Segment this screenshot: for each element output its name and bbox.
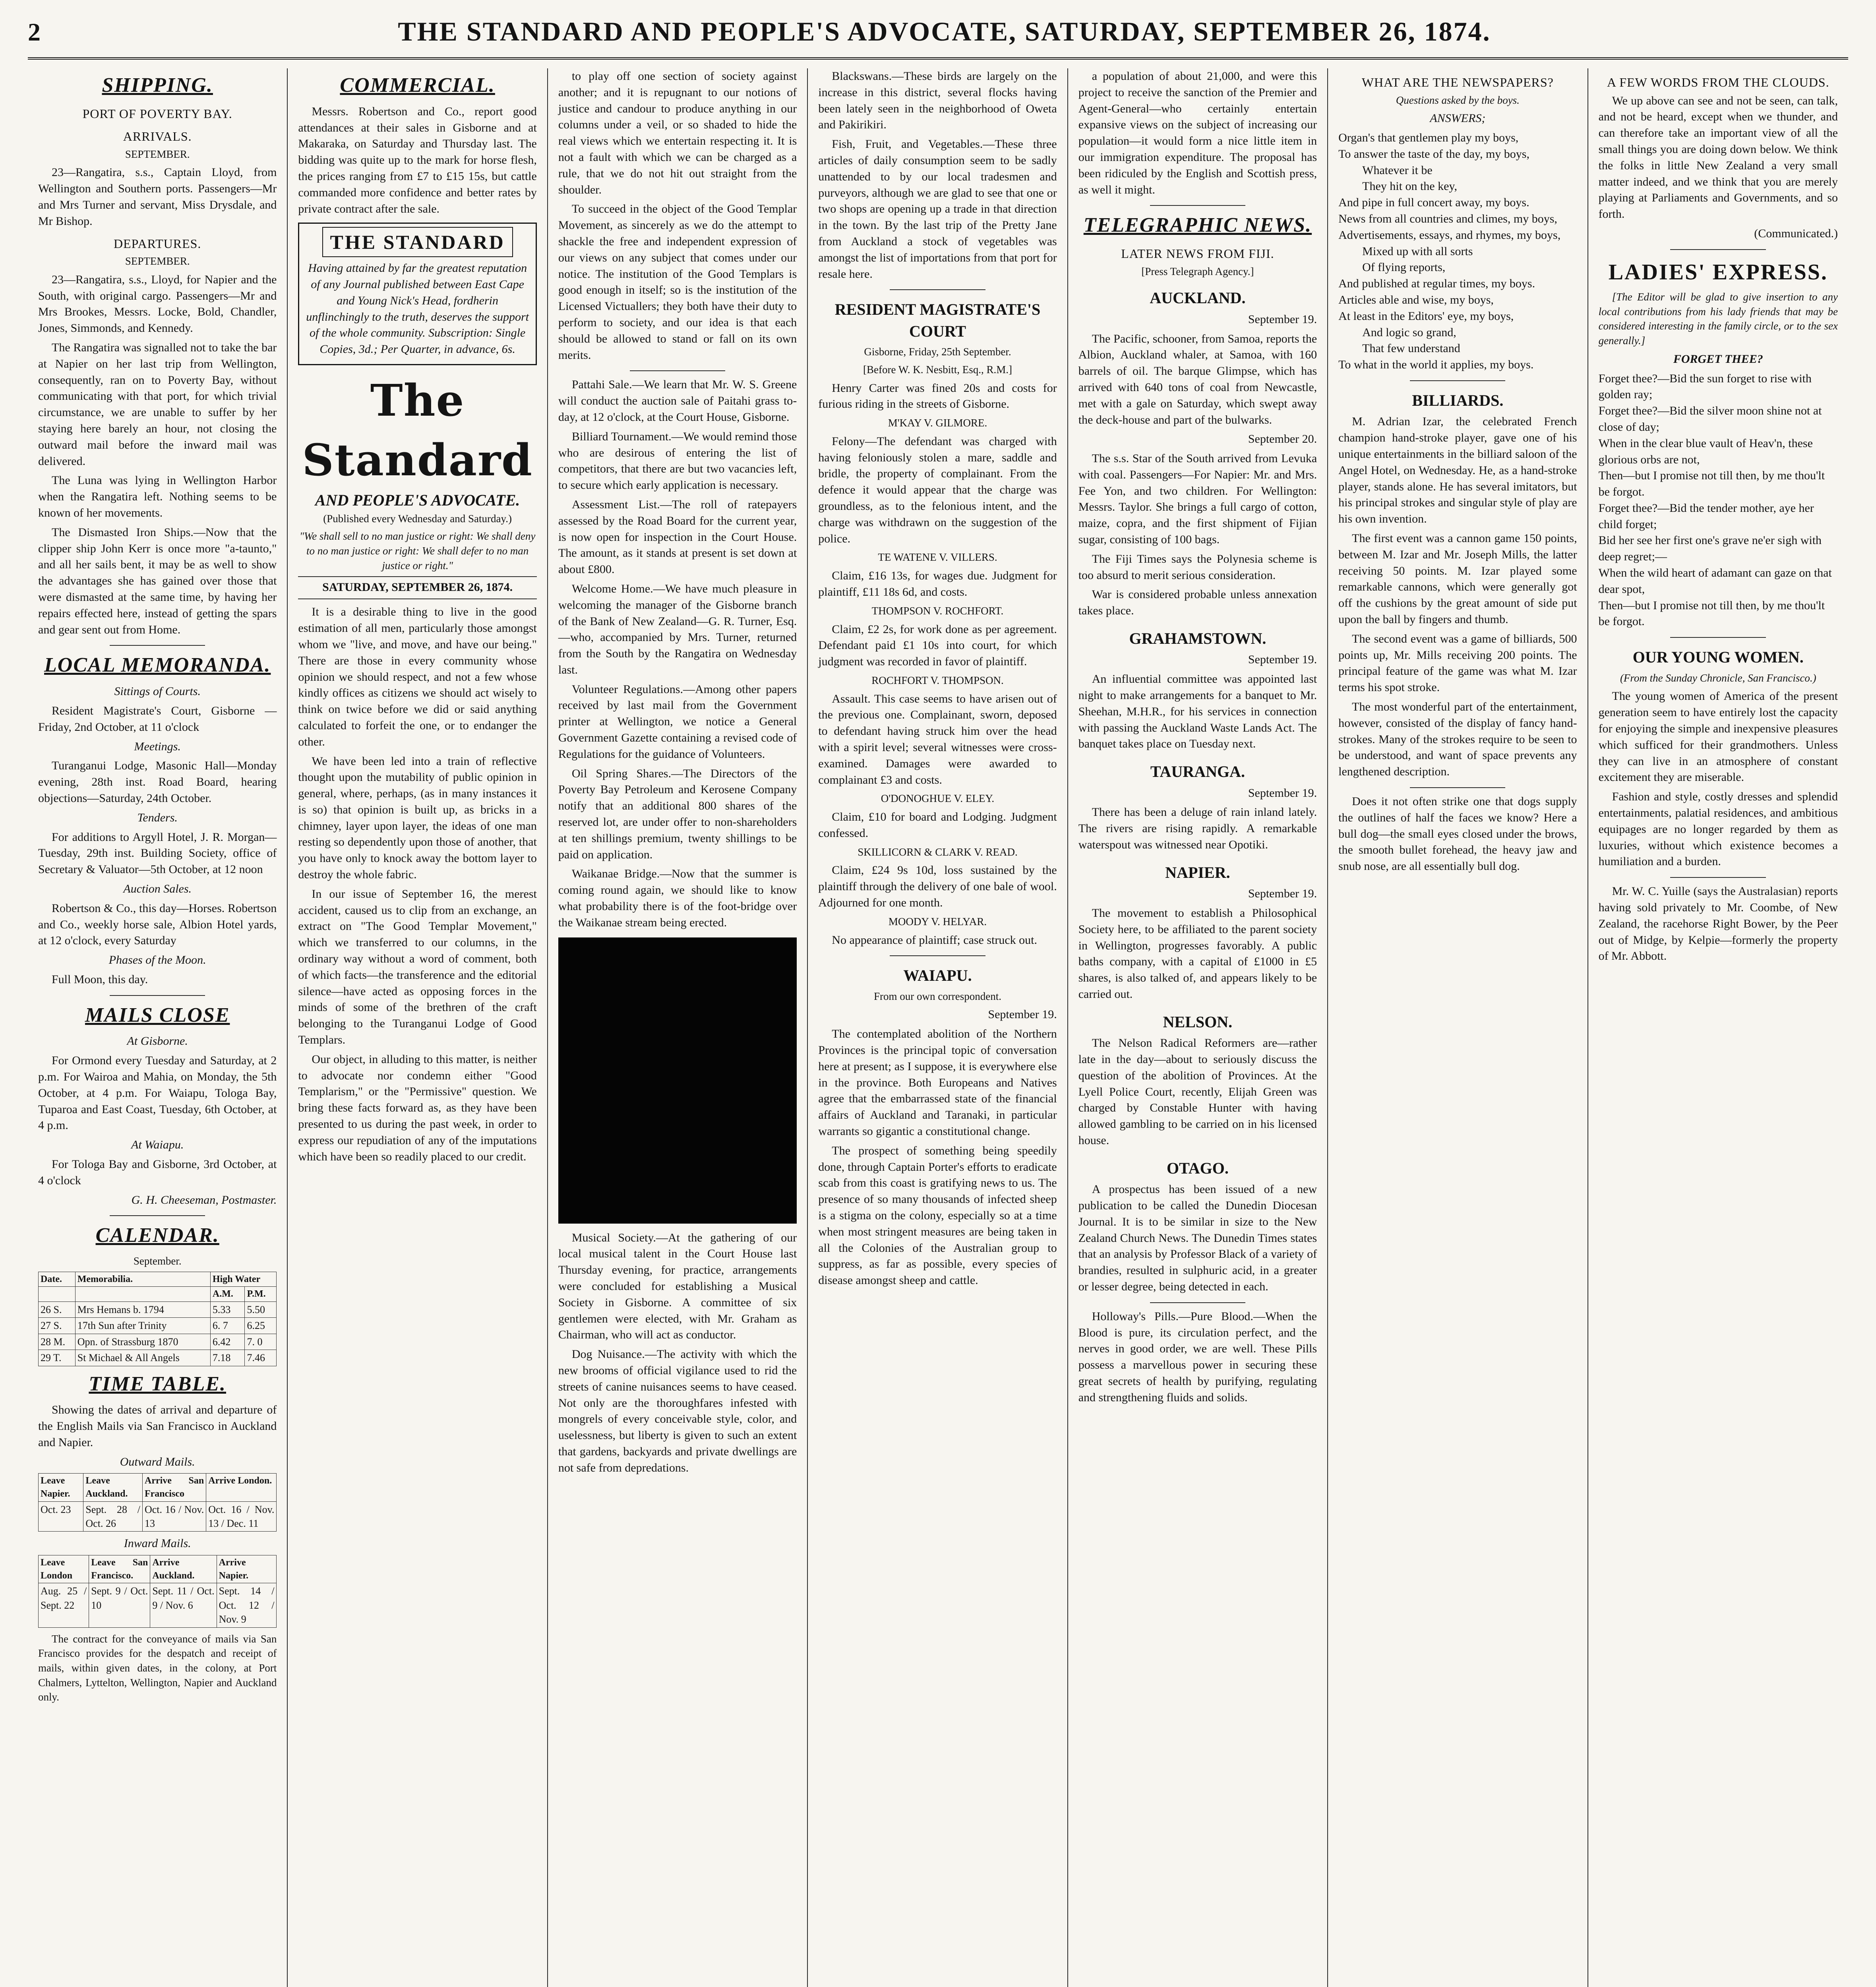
poem-line: Whatever it be: [1362, 163, 1433, 177]
forget-poem: [1599, 371, 1838, 630]
table-row: [39, 1501, 277, 1532]
case-text: No appearance of plaintiff; case struck out.: [832, 933, 1038, 947]
mails-waiapu-text: For Tologa Bay and Gisborne, 3rd October, at 4 o'clock: [38, 1157, 277, 1187]
grahamstown-title: GRAHAMSTOWN.: [1129, 629, 1266, 648]
poem-line: And logic so grand,: [1362, 325, 1456, 339]
column-6: [1328, 68, 1588, 1987]
waiapu-title: WAIAPU.: [903, 966, 972, 985]
tauranga-title: TAURANGA.: [1150, 763, 1245, 781]
poem-line: Forget thee?—Bid the tender mother, aye her child forget;: [1598, 501, 1814, 531]
commercial-text: Messrs. Robertson and Co., report good attendances at their sales in Gisborne and at Makaraka, on Saturday and Thursday last. The bidding was quite up to the mark for horse flesh, the prices ranging from £7 to £15 15s, but cattle commanded more confidence and better rates by private contract after the sale.: [298, 105, 537, 215]
case-text: Claim, £2 2s, for work done as per agreement. Defendant paid £1 10s into court, for which judgment was recorded in favor of plaintiff.: [818, 622, 1057, 668]
dismasted-paragraph: The Dismasted Iron Ships.—Now that the clipper ship John Kerr is once more "a-taunto," and all her sails bent, it may be as well to show the advantages she has gained over those that were dismasted at the same time, by having her repairs effected here, instead of getting the spars and gear sent out from Home.: [38, 525, 277, 636]
editorial-paragraph: Our object, in alluding to this matter, is neither to advocate nor condemn either "Good Templarism," or the "Permissive" question. We bring these facts forward as, as they have been presented to us during the past week, in order to express our repudiation of any of the imputations which have been so readily placed to our credit.: [298, 1052, 537, 1163]
editorial-continued: To succeed in the object of the Good Templar Movement, as sincerely as we do the attempt to shackle the free and independent expression of our views on any subject that comes under our notice. The institution of the Good Templars is good enough in itself; so is the institution of the Licensed Victuallers; they both have their duty to perform to society, and our idea is that each should be allowed to stand or fall on its own merits.: [558, 202, 797, 362]
divider: [298, 598, 536, 599]
news-item: Pattahi Sale.—We learn that Mr. W. S. Greene will conduct the auction sale of Paitahi grass to-day, at 12 o'clock, at the Court House, Gisborne.: [558, 378, 797, 424]
rm-court-date: Gisborne, Friday, 25th September.: [864, 346, 1011, 358]
yuille-text: Mr. W. C. Yuille (says the Australasian) reports having sold privately to Mr. Coombe, of New Zealand, the racehorse Right Bower, by the Peer out of Midge, by Kelpie—formerly the property of Mr. Abbott.: [1598, 885, 1838, 963]
calendar-title: CALENDAR.: [95, 1224, 219, 1247]
table-cell: 26 S.: [39, 1302, 76, 1318]
moon-text: Full Moon, this day.: [52, 972, 148, 986]
columns: [28, 68, 1848, 1987]
meetings-text: Turanganui Lodge, Masonic Hall—Monday evening, 28th inst. Road Board, hearing objections—Saturday, 24th October.: [38, 759, 277, 805]
newspapers-poem: [1338, 130, 1577, 373]
poem-line: And pipe in full concert away, my boys.: [1338, 196, 1529, 209]
billiards-text: M. Adrian Izar, the celebrated French champion hand-stroke player, gave one of his unique entertainments in the billiard saloon of the Angel Hotel, on Wednesday. He, as a hand-stroke player, stands alone. He has several imitators, but his principal strokes and singular style of play are his own invention.: [1338, 415, 1577, 526]
blacked-out-area: [558, 937, 797, 1224]
poem-line: Mixed up with all sorts: [1362, 244, 1473, 258]
poem-line: That few understand: [1362, 342, 1460, 355]
case-title: ROCHFORT V. THOMPSON.: [871, 674, 1004, 686]
table-cell: 7.46: [245, 1350, 277, 1366]
high-water-header: High Water: [210, 1272, 277, 1287]
grahamstown-text: An influential committee was appointed last night to make arrangements for a banquet to Mr. Sheehan, M.H.R., for his services in connection with passing the Auckland Waste Lands Act. The banquet takes place on Tuesday next.: [1078, 672, 1317, 751]
rangatira-paragraph: The Rangatira was signalled not to take the bar at Napier on her last trip from Wellington, consequently, ran on to Poverty Bay, without communicating with that port, for which trivial circumstance, we are unable to suffer by her staying here barely an hour, not closing the outward mail before the inward mail was delivered.: [38, 341, 277, 468]
table-cell: Sept. 9 / Oct. 10: [89, 1583, 150, 1627]
tenders-heading: Tenders.: [137, 811, 178, 824]
inward-heading: Inward Mails.: [124, 1537, 191, 1550]
otago-text: A prospectus has been issued of a new publication to be called the Dunedin Diocesan Journal. It is to be similar in size to the New Zealand Church News. The Dunedin Times states that an analysis by Professor Black of a variety of brandies, resulted in sulphuric acid, in a greater or lesser degree, being detected in each.: [1078, 1183, 1317, 1293]
poem-line: And published at regular times, my boys.: [1338, 277, 1535, 290]
table-header-row: [39, 1555, 277, 1583]
news-item: Fish, Fruit, and Vegetables.—These three articles of daily consumption seem to be sadly unattended to by our local tradesmen and purveyors, although we are glad to see that one or two shops are opening up a trade in that direction in the town. By the last trip of the Pretty Jane from Auckland a stock of vegetables was amongst the list of importations from that port for resale here.: [818, 138, 1057, 281]
table-cell: 29 T.: [39, 1350, 76, 1366]
news-item: Musical Society.—At the gathering of our local musical talent in the Court House last Thursday evening, for practice, arrangements were concluded for establishing a Musical Society in Gisborne. A committee of six gentlemen were elected, with Mr. Graham as Chairman, who will act as conductor.: [558, 1231, 797, 1342]
table-cell: 28 M.: [39, 1334, 76, 1350]
clouds-title: A FEW WORDS FROM THE CLOUDS.: [1607, 75, 1830, 89]
waiapu-subtitle: From our own correspondent.: [874, 990, 1001, 1002]
poem-line: Bid her see her first one's grave ne'er sigh with deep regret;—: [1598, 534, 1822, 564]
young-women-text: Fashion and style, costly dresses and splendid entertainments, palatial residences, and ambitious equipages are no longer regarded by them as luxuries, without which existence becomes a humiliation and a burden.: [1598, 790, 1838, 868]
forget-title: FORGET THEE?: [1673, 352, 1763, 366]
poem-line: Organ's that gentlemen play my boys,: [1338, 131, 1519, 145]
divider: [110, 645, 205, 646]
news-item: Waikanae Bridge.—Now that the summer is coming round again, we should like to know what probability there is of the foot-bridge over the Waikanae stream being erected.: [558, 867, 797, 929]
otago-title: OTAGO.: [1166, 1159, 1229, 1177]
table-row: [39, 1350, 277, 1366]
rm-court-before: [Before W. K. Nesbitt, Esq., R.M.]: [863, 363, 1012, 376]
table-cell: Oct. 23: [39, 1501, 83, 1532]
divider: [1670, 637, 1766, 638]
billiards-text: The first event was a cannon game 150 points, between M. Izar and Mr. Joseph Mills, the latter receiving 50 points. M. Izar played some remarkable cannons, which were generally got off the cushions by the great amount of side put upon the ball by fingers and thumb.: [1338, 531, 1577, 626]
local-memoranda-title: LOCAL MEMORANDA.: [44, 654, 271, 677]
napier-date: September 19.: [1248, 887, 1317, 901]
table-header: Arrive Napier.: [217, 1555, 277, 1583]
table-header: Arrive San Francisco: [142, 1474, 206, 1501]
auction-heading: Auction Sales.: [123, 882, 192, 895]
column-5: [1068, 68, 1328, 1987]
rm-court-intro: Henry Carter was fined 20s and costs for furious riding in the streets of Gisborne.: [818, 381, 1057, 411]
luna-paragraph: The Luna was lying in Wellington Harbor when the Rangatira left. Nothing seems to be known of her movements.: [38, 474, 277, 520]
sittings-text: Resident Magistrate's Court, Gisborne — Friday, 2nd October, at 11 o'clock: [38, 704, 277, 734]
editorial-paragraph: We have been led into a train of reflective thought upon the mutability of public opinion in general, where, perhaps, (as in many instances it is so) that opinion is built up, as bricks in a chimney, layer upon layer, the ideas of one man resting so dependently upon those of another, that you have only to knock away the bottom layer to destroy the whole fabric.: [298, 754, 537, 881]
table-header: Arrive London.: [206, 1474, 277, 1501]
divider: [298, 576, 536, 577]
table-cell: 27 S.: [39, 1318, 76, 1334]
table-header: Leave Napier.: [39, 1474, 83, 1501]
poem-line: Forget thee?—Bid the sun forget to rise with golden ray;: [1598, 372, 1812, 401]
column-4: [808, 68, 1068, 1987]
case-title: MOODY V. HELYAR.: [888, 915, 987, 928]
table-cell: Aug. 25 / Sept. 22: [39, 1583, 89, 1627]
napier-title: NAPIER.: [1165, 863, 1230, 881]
poem-line: To what in the world it applies, my boys.: [1338, 358, 1534, 372]
case-text: Claim, £10 for board and Lodging. Judgment confessed.: [818, 810, 1057, 840]
mails-title: MAILS CLOSE: [85, 1003, 230, 1026]
moon-heading: Phases of the Moon.: [108, 953, 206, 967]
press-agency: [Press Telegraph Agency.]: [1141, 265, 1254, 277]
divider: [1410, 380, 1505, 381]
table-header: A.M.: [210, 1287, 245, 1302]
waiapu-continued: a population of about 21,000, and were this project to receive the sanction of the Premier and Agent-General—who certainly entertain expansive views on the subject of increasing our population—it would form a nice little item in our immigration expenditure. The proposal has been ridiculed by the English and Scottish press, as well it might.: [1078, 70, 1317, 196]
divider: [1150, 1302, 1245, 1303]
young-women-text: The young women of America of the present generation seem to have entirely lost the capacity for enjoying the simple and inexpensive pleasures which sufficed for their grandmothers. Unless they can live in an atmosphere of constant excitement they are miserable.: [1598, 689, 1838, 784]
standard-box-text: Having attained by far the greatest reputation of any Journal published between East Cape and Young Nick's Head, fordherin unflinchingly to the truth, deserves the support of the whole community. Subscription: Single Copies, 3d.; Per Quarter, in advance, 6s.: [306, 261, 529, 356]
table-cell: Sept. 28 / Oct. 26: [83, 1501, 143, 1532]
war-note: War is considered probable unless annexation takes place.: [1078, 588, 1317, 618]
table-header: Leave London: [39, 1555, 89, 1583]
table-row: [39, 1302, 277, 1318]
dogs-text: Does it not often strike one that dogs supply the outlines of half the faces we know? Here a bull dog—the small eyes closed under the brows, the smooth bullet forehead, the heavy jaw and snub nose, are all essentially bull dog.: [1338, 794, 1577, 873]
telegraphic-title: TELEGRAPHIC NEWS.: [1083, 214, 1312, 237]
young-women-title: OUR YOUNG WOMEN.: [1632, 648, 1804, 666]
masthead: [28, 16, 1848, 60]
divider: [630, 370, 725, 371]
divider: [890, 955, 985, 956]
divider: [1150, 205, 1245, 206]
table-cell: 6.42: [210, 1334, 245, 1350]
table-header-row: [39, 1287, 277, 1302]
table-cell: Sept. 11 / Oct. 9 / Nov. 6: [150, 1583, 217, 1627]
waiapu-text: The prospect of something being speedily done, through Captain Porter's efforts to eradicate scab from this coast is gratifying news to us. The presence of so many thousands of infected sheep is a stigma on the colony, especially so at a time when most stringent measures are being taken in all the Colonies of the Australian group to suppress, as far as possible, every species of disease amongst sheep and cattle.: [818, 1144, 1057, 1287]
poem-line: Then—but I promise not till then, by me thou'lt be forgot.: [1598, 469, 1825, 499]
poem-line: Articles able and wise, my boys,: [1338, 293, 1494, 306]
divider: [110, 995, 205, 996]
editorial-paragraph: In our issue of September 16, the merest accident, caused us to clip from an exchange, an extract on "The Good Templar Movement," which we transferred to our columns, in the ordinary way without a word of comment, both of which facts—the transference and the editorial silence—have acted as opposing forces in the minds of some of the brethren of the craft belonging to the Turanganui Lodge of Good Templars.: [298, 887, 537, 1047]
nameplate: The Standard: [302, 375, 533, 486]
table-header: Date.: [39, 1272, 76, 1287]
page-number: 2: [28, 18, 41, 46]
table-header-row: [39, 1272, 277, 1287]
billiards-text: The most wonderful part of the entertainment, however, consisted of the display of fancy hand-strokes. Many of the strokes require to be seen to be understood, and want of space prevents any lengthened description.: [1338, 700, 1577, 779]
case-text: Claim, £24 9s 10d, loss sustained by the plaintiff through the delivery of one bale of wool. Adjourned for one month.: [818, 864, 1057, 910]
table-row: [39, 1318, 277, 1334]
poem-line: To answer the taste of the day, my boys,: [1338, 147, 1529, 161]
billiards-title: BILLIARDS.: [1412, 391, 1504, 409]
standard-advert-box: [298, 223, 536, 365]
napier-text: The movement to establish a Philosophical Society here, to be affiliated to the parent society in Wellington, progresses favorably. A public baths company, with a capital of £1000 in £5 shares, is also talked of, and appears likely to be carried out.: [1078, 906, 1317, 1001]
arrivals-title: ARRIVALS.: [123, 129, 192, 144]
table-header: Arrive Auckland.: [150, 1555, 217, 1583]
table-cell: Opn. of Strassburg 1870: [75, 1334, 210, 1350]
ladies-express-title: LADIES' EXPRESS.: [1608, 260, 1828, 285]
poem-line: When in the clear blue vault of Heav'n, these glorious orbs are not,: [1598, 436, 1813, 466]
news-item: Blackswans.—These birds are largely on the increase in this district, several flocks having been lately seen in the neighborhood of Oweta and Pakirikiri.: [818, 70, 1057, 132]
divider: [1410, 787, 1505, 788]
fiji-title: LATER NEWS FROM FIJI.: [1121, 246, 1274, 261]
table-cell: 17th Sun after Trinity: [75, 1318, 210, 1334]
divider: [890, 289, 985, 290]
standard-box-title: THE STANDARD: [322, 227, 513, 257]
column-1: [28, 68, 288, 1987]
shipping-title: SHIPPING.: [102, 74, 213, 97]
table-cell: Sept. 14 / Oct. 12 / Nov. 9: [217, 1583, 277, 1627]
commercial-title: COMMERCIAL.: [340, 74, 495, 97]
table-header: [75, 1287, 210, 1302]
table-cell: 7. 0: [245, 1334, 277, 1350]
column-3: [548, 68, 808, 1987]
dateline: SATURDAY, SEPTEMBER 26, 1874.: [322, 580, 513, 594]
case-text: Claim, £16 13s, for wages due. Judgment for plaintiff, £11 18s 6d, and costs.: [818, 569, 1057, 598]
motto: "We shall sell to no man justice or right: We shall deny to no man justice or right: We shall defer to no man justice or right.": [299, 530, 536, 571]
news-item: Billiard Tournament.—We would remind those who are desirous of entering the list of competitors, that there are but two vacancies left, to secure which early application is necessary.: [558, 430, 797, 492]
nelson-text: The Nelson Radical Reformers are—rather late in the day—about to seriously discuss the question of the abolition of Provinces. At the Lyell Police Court, recently, Elijah Green was charged by Constable Hunter with having allowed gambling to be carried on in his licensed house.: [1078, 1036, 1317, 1147]
calendar-table: [38, 1272, 277, 1366]
news-item: Volunteer Regulations.—Among other papers received by last mail from the Government printer at Wellington, we notice a General Government Gazette containing a revised code of Regulations for the guidance of Volunteers.: [558, 682, 797, 761]
table-cell: 5.33: [210, 1302, 245, 1318]
grahamstown-date: September 19.: [1248, 653, 1317, 666]
arrival-text: 23—Rangatira, s.s., Captain Lloyd, from Wellington and Southern ports. Passengers—Mr and Mrs Turner and servant, Miss Drysdale, and Mr Bishop.: [38, 166, 277, 228]
young-women-source: (From the Sunday Chronicle, San Francisco.): [1620, 672, 1816, 684]
table-header: Leave Auckland.: [83, 1474, 143, 1501]
ladies-note: [The Editor will be glad to give insertion to any local contributions from his lady friends that may be considered interesting in the family circle, or to the sex generally.]: [1598, 290, 1838, 347]
news-item: Dog Nuisance.—The activity with which the new brooms of official vigilance used to rid the streets of canine nuisances seems to have ceased. Not only are the thoroughfares infested with mongrels of every conceivable style, color, and uselessness, but liberty is given to such an extent that gardens, backyards and private dwellings are not safe from depredations.: [558, 1348, 797, 1474]
table-header-row: [39, 1474, 277, 1501]
divider: [1670, 249, 1766, 250]
outward-mails-table: [38, 1473, 277, 1532]
poem-line: Forget thee?—Bid the silver moon shine not at close of day;: [1598, 404, 1822, 434]
newspapers-subtitle: Questions asked by the boys.: [1396, 94, 1520, 106]
outward-heading: Outward Mails.: [120, 1455, 195, 1468]
news-item: Welcome Home.—We have much pleasure in welcoming the manager of the Gisborne branch of the Bank of New Zealand—G. R. Turner, Esq.—who, accompanied by Mrs. Turner, returned from the South by the Rangatira on Wednesday last.: [558, 582, 797, 676]
tenders-text: For additions to Argyll Hotel, J. R. Morgan—Tuesday, 29th inst. Building Society, office of Secretary & Valuator—5th October, at 12 noon: [38, 830, 277, 876]
tauranga-date: September 19.: [1248, 786, 1317, 800]
departures-month: SEPTEMBER.: [125, 255, 190, 267]
waiapu-text: The contemplated abolition of the Northern Provinces is the principal topic of conversation here at present; as I suppose, it is everywhere else in the province. Both Europeans and Natives agree that the embarrassed state of the financial affairs of Auckland and Taranaki, in particular warrants so gigantic a constitutional change.: [818, 1027, 1057, 1138]
case-title: THOMPSON V. ROCHFORT.: [871, 604, 1004, 617]
poem-line: News from all countries and climes, my boys,: [1338, 212, 1557, 226]
table-header: P.M.: [245, 1287, 277, 1302]
table-cell: 5.50: [245, 1302, 277, 1318]
auckland-date: September 19.: [1248, 312, 1317, 326]
postmaster: G. H. Cheeseman, Postmaster.: [131, 1193, 277, 1207]
answers-title: ANSWERS;: [1430, 112, 1486, 125]
calendar-month: September.: [133, 1255, 182, 1267]
editorial-continued: to play off one section of society against another; and it is repugnant to our notions of justice and candour to produce anything in our columns under a veil, or so shaded to hide the real views which we entertain respecting it. It is not a fault with which we can be charged as a rule, that we do not hit out straight from the shoulder.: [558, 70, 797, 196]
sittings-heading: Sittings of Courts.: [114, 685, 201, 698]
editorial-paragraph: It is a desirable thing to live in the good estimation of all men, particularly those amongst whom we "live, and move, and have our being." There are those in every community whose opinion we should respect, and not a few whose kindly offices as citizens we should act wisely to think on twice before we did or said anything calculated to forfeit the one, or to endanger the other.: [298, 605, 537, 748]
timetable-note: The contract for the conveyance of mails via San Francisco provides for the despatch and receipt of mails, within given dates, in the colony, at Port Chalmers, Lyttelton, Wellington, Napier and Auckland only.: [38, 1633, 277, 1703]
waiapu-date: September 19.: [988, 1008, 1057, 1021]
clouds-text: We up above can see and not be seen, can talk, and not be heard, except when we thunder, and can therefore take an important view of all the small things you are doing down below. We think the folks in little New Zealand a very small matter indeed, and we think that you are merely playing at Parliaments and Governments, and so forth.: [1598, 94, 1838, 221]
column-7: [1588, 68, 1848, 1987]
table-row: [39, 1583, 277, 1627]
tauranga-text: There has been a deluge of rain inland lately. The rivers are rising rapidly. A remarkable waterspout was witnessed near Opotiki.: [1078, 806, 1317, 852]
case-text: Assault. This case seems to have arisen out of the previous one. Complainant, sworn, deposed to defendant having struck him over the head with a spirit level; several witnesses were cross-examined. Damages were awarded to complainant £3 and costs.: [818, 692, 1057, 786]
table-cell: Oct. 16 / Nov. 13 / Dec. 11: [206, 1501, 277, 1532]
poem-line: Of flying reports,: [1362, 261, 1446, 274]
news-item: Assessment List.—The roll of ratepayers assessed by the Road Board for the current year, is now open for inspection in the Court House. The amount, as it stands at present is set down at about £800.: [558, 498, 797, 576]
clouds-sign: (Communicated.): [1754, 227, 1838, 240]
meetings-heading: Meetings.: [134, 740, 181, 753]
nelson-title: NELSON.: [1163, 1013, 1233, 1031]
table-cell: 6.25: [245, 1318, 277, 1334]
case-text: Felony—The defendant was charged with having feloniously stolen a mare, saddle and bridle, the property of complainant. From the defence it would appear that the charge was groundless, as to the felonious intent, and the charge was withdrawn on the suggestion of the police.: [818, 434, 1057, 545]
divider: [110, 1215, 205, 1216]
departures-title: DEPARTURES.: [114, 236, 201, 251]
table-cell: Mrs Hemans b. 1794: [75, 1302, 210, 1318]
fiji-times-note: The Fiji Times says the Polynesia scheme is too absurd to merit serious consideration.: [1078, 552, 1317, 582]
poem-line: Then—but I promise not till then, by me thou'lt be forgot.: [1598, 598, 1825, 628]
poem-line: They hit on the key,: [1362, 180, 1457, 193]
billiards-text: The second event was a game of billiards, 500 points up, Mr. Mills receiving 200 points. The principal feature of the game was what M. Izar terms his spot stroke.: [1338, 632, 1577, 694]
case-title: M'KAY V. GILMORE.: [888, 417, 987, 429]
poem-line: At least in the Editors' eye, my boys,: [1338, 309, 1514, 323]
poem-line: When the wild heart of adamant can gaze on that dear spot,: [1598, 566, 1832, 596]
poem-line: Advertisements, essays, and rhymes, my boys,: [1338, 228, 1561, 242]
paper-header-title: THE STANDARD AND PEOPLE'S ADVOCATE, SATURDAY, SEPTEMBER 26, 1874.: [398, 16, 1491, 46]
table-header: Leave San Francisco.: [89, 1555, 150, 1583]
timetable-title: TIME TABLE.: [89, 1372, 227, 1395]
published-note: (Published every Wednesday and Saturday.): [323, 512, 512, 525]
auckland-date: September 20.: [1248, 432, 1317, 446]
port-title: PORT OF POVERTY BAY.: [82, 106, 232, 121]
departure-text: 23—Rangatira, s.s., Lloyd, for Napier and the South, with original cargo. Passengers—Mr and Mrs Brookes, Messrs. Locke, Bold, Chandler, Jones, Simmonds, and Kennedy.: [38, 273, 277, 335]
auckland-text: The Pacific, schooner, from Samoa, reports the Albion, Auckland whaler, at Samoa, with 160 barrels of oil. The barque Glimpse, which has arrived with 640 tons of coal from Newcastle, met with a gale on Saturday, which swept away the deck-house and part of the bulwarks.: [1078, 332, 1317, 426]
divider: [1670, 877, 1766, 878]
mails-gisborne: At Gisborne.: [127, 1034, 188, 1048]
auckland-title: AUCKLAND.: [1150, 289, 1246, 307]
timetable-intro: Showing the dates of arrival and departure of the English Mails via San Francisco in Auckland and Napier.: [38, 1403, 277, 1449]
holloway-advert: Holloway's Pills.—Pure Blood.—When the Blood is pure, its circulation perfect, and the nerves in good order, we are well. These Pills possess a marvellous power in securing these great secrets of health by purifying, regulating and strengthening fluids and solids.: [1078, 1309, 1317, 1404]
mails-text: For Ormond every Tuesday and Saturday, at 2 p.m. For Wairoa and Mahia, on Monday, the 5th October, at 4 p.m. For Waiapu, Tologa Bay, Tuparoa and East Coast, Tuesday, 6th October, at 4 p.m.: [38, 1054, 277, 1132]
auction-text: Robertson & Co., this day—Horses. Robertson and Co., weekly horse sale, Albion Hotel yards, at 12 o'clock, every Saturday: [38, 901, 277, 947]
news-item: Oil Spring Shares.—The Directors of the Poverty Bay Petroleum and Kerosene Company notify that an additional 800 shares of the reserved lot, are under offer to non-shareholders at ten shillings premium, twenty shillings to be paid on application.: [558, 767, 797, 861]
rm-court-title: RESIDENT MAGISTRATE'S COURT: [834, 300, 1041, 340]
mails-waiapu: At Waiapu.: [131, 1138, 184, 1152]
arrivals-month: SEPTEMBER.: [125, 148, 190, 160]
table-cell: 7.18: [210, 1350, 245, 1366]
newspapers-title: WHAT ARE THE NEWSPAPERS?: [1361, 75, 1554, 89]
column-2: [288, 68, 548, 1987]
nameplate-subtitle: AND PEOPLE'S ADVOCATE.: [315, 491, 520, 509]
table-cell: 6. 7: [210, 1318, 245, 1334]
case-title: TE WATENE V. VILLERS.: [878, 551, 997, 564]
table-cell: St Michael & All Angels: [75, 1350, 210, 1366]
inward-mails-table: [38, 1555, 277, 1627]
table-header: Memorabilia.: [75, 1272, 210, 1287]
case-title: O'DONOGHUE V. ELEY.: [881, 792, 995, 805]
case-title: SKILLICORN & CLARK V. READ.: [858, 846, 1018, 858]
table-header: [39, 1287, 76, 1302]
table-cell: Oct. 16 / Nov. 13: [142, 1501, 206, 1532]
auckland-text: The s.s. Star of the South arrived from Levuka with coal. Passengers—For Napier: Mr. and Mrs. Fee Yon, and two children. For Wellington: Messrs. Taylor. She brings a full cargo of cotton, maize, copra, and the first shipment of Fijian sugar, consisting of 100 bags.: [1078, 452, 1317, 546]
table-row: [39, 1334, 277, 1350]
